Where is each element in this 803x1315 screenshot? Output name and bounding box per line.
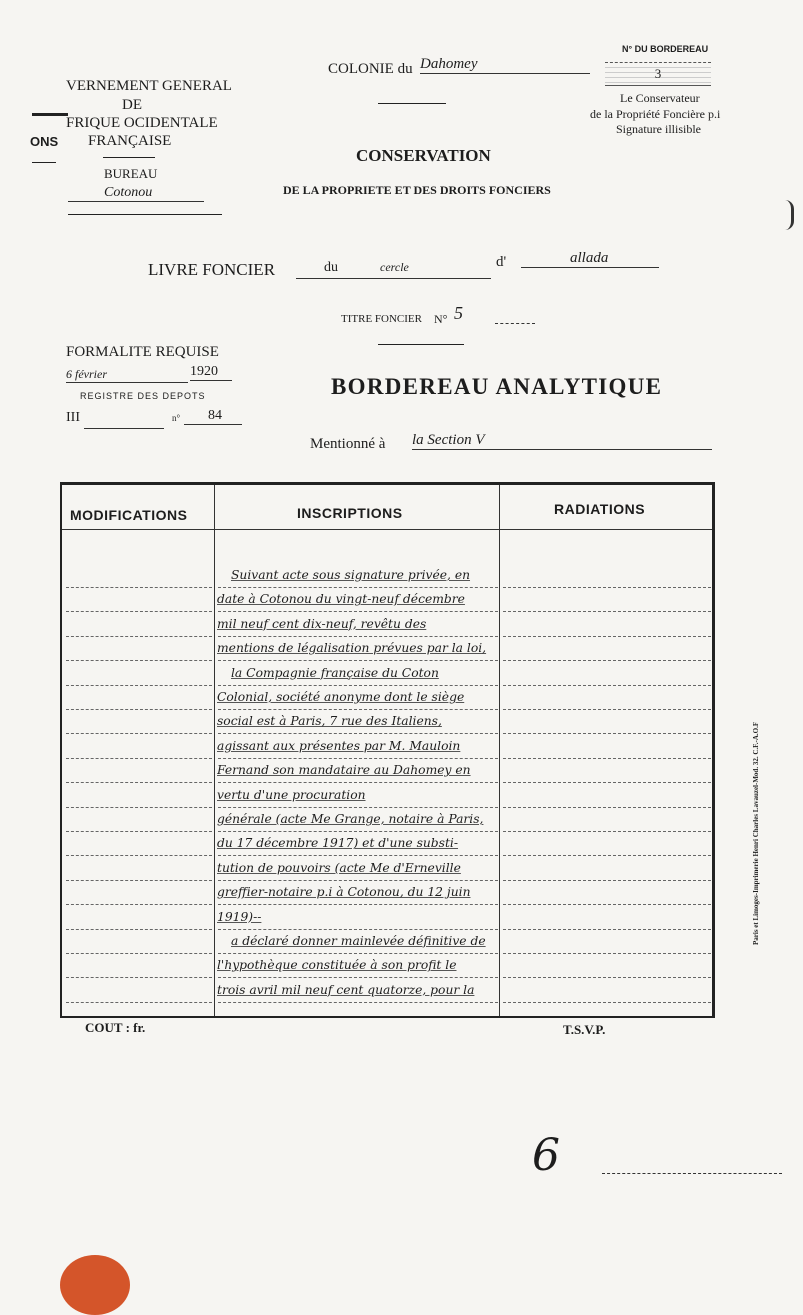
ruled-line (503, 587, 711, 588)
livre-du-field (296, 262, 491, 279)
ruled-line (66, 758, 212, 759)
ruled-line (503, 929, 711, 930)
conservateur-line-2: de la Propriété Foncière p.i (590, 107, 721, 121)
inscription-line: du 17 décembre 1917) et d'une substi- (217, 836, 459, 851)
inscription-line: mentions de légalisation prévues par la loi, (217, 641, 487, 656)
column-header-radiations: RADIATIONS (554, 501, 646, 517)
ruled-line (66, 611, 212, 612)
ruled-line (66, 904, 212, 905)
ruled-line (503, 636, 711, 637)
bordereau-value: 3 (654, 66, 662, 81)
document-title: BORDEREAU ANALYTIQUE (331, 374, 663, 399)
ruled-line (503, 880, 711, 881)
ruled-line (66, 953, 212, 954)
ruled-line (503, 855, 711, 856)
mentionne-value: la Section V (412, 432, 712, 450)
inscription-line: Colonial, société anonyme dont le siège (217, 690, 465, 704)
ruled-line (503, 758, 711, 759)
page-number: 6 (532, 1130, 560, 1181)
livre-d-value: allada (521, 250, 659, 268)
ruled-line (503, 977, 711, 978)
ruled-line (66, 587, 212, 588)
margin-mark (32, 113, 68, 116)
ruled-line (503, 782, 711, 783)
government-line-1: VERNEMENT GENERAL (66, 78, 232, 94)
colonie-value: Dahomey (420, 56, 590, 74)
livre-d-label: d' (496, 254, 507, 270)
ruled-line (66, 1002, 212, 1003)
divider (378, 103, 446, 104)
ruled-line (66, 807, 212, 808)
livre-du-value: cercle (380, 260, 409, 274)
ruled-line (503, 685, 711, 686)
divider (602, 1173, 782, 1174)
conservation-heading: CONSERVATION (356, 146, 491, 165)
bordereau-label: N° DU BORDEREAU (622, 44, 709, 54)
tsvp-label: T.S.V.P. (563, 1022, 606, 1037)
conservateur-line-3: Signature illisible (616, 122, 701, 136)
inscription-line: social est à Paris, 7 rue des Italiens, (217, 714, 442, 729)
formalite-year: 1920 (190, 364, 232, 381)
titre-foncier-label: TITRE FONCIER (341, 313, 422, 325)
mentionne-label: Mentionné à (310, 436, 386, 452)
inscription-line: la Compagnie française du Coton (231, 665, 439, 680)
ruled-line (66, 977, 212, 978)
ruled-line (503, 733, 711, 734)
divider (495, 323, 535, 324)
registre-no-value: 84 (184, 408, 242, 425)
inscription-line: trois avril mil neuf cent quatorze, pour la (217, 982, 475, 997)
formalite-date: 6 février (66, 367, 188, 383)
ruled-line (503, 953, 711, 954)
formalite-label: FORMALITE REQUISE (66, 344, 219, 360)
registre-label: REGISTRE DES DEPOTS (80, 391, 206, 401)
scan-artifact (60, 1255, 130, 1315)
ruled-line (66, 636, 212, 637)
ruled-line (503, 709, 711, 710)
printer-imprint: Paris et Limoges-Imprimerie Henri Charles Lavauzel-Mod. 32. C.F.-A.O.F (752, 721, 760, 945)
bureau-value: Cotonou (68, 185, 204, 202)
ruled-line (66, 685, 212, 686)
divider (84, 428, 164, 429)
inscription-line: l'hypothèque constituée à son profit le (217, 958, 457, 973)
inscription-line: 1919)-- (217, 909, 262, 924)
margin-fragment: ONS (30, 134, 59, 149)
colonie-label: COLONIE du (328, 61, 413, 77)
ruled-line (66, 709, 212, 710)
ruled-line (503, 831, 711, 832)
inscription-line: Fernand son mandataire au Dahomey en (217, 763, 471, 778)
ruled-line (503, 1002, 711, 1003)
titre-foncier-no-label: N° (434, 312, 448, 326)
inscription-line: mil neuf cent dix-neuf, revêtu des (217, 616, 427, 631)
ruled-line (66, 831, 212, 832)
registre-volume: III (66, 410, 80, 425)
ruled-line (503, 611, 711, 612)
bordereau-number-box (605, 62, 711, 86)
government-line-3: FRIQUE OCIDENTALE (66, 115, 218, 131)
livre-foncier-label: LIVRE FONCIER (148, 260, 276, 279)
inscription-line: a déclaré donner mainlevée définitive de (231, 934, 486, 948)
divider (378, 344, 464, 345)
inscription-line: Suivant acte sous signature privée, en (231, 568, 471, 582)
column-header-inscriptions: INSCRIPTIONS (297, 505, 403, 521)
margin-mark (32, 162, 56, 163)
livre-du-label: du (324, 260, 338, 275)
conservation-subtitle: DE LA PROPRIETE ET DES DROITS FONCIERS (283, 183, 551, 197)
ruled-line (503, 660, 711, 661)
titre-foncier-value: 5 (454, 303, 463, 323)
inscription-line: agissant aux présentes par M. Mauloin (217, 738, 461, 753)
bureau-label: BUREAU (104, 166, 158, 181)
inscription-line: date à Cotonou du vingt-neuf décembre (217, 592, 465, 607)
ruled-line (503, 904, 711, 905)
ruled-line (66, 782, 212, 783)
header-divider (62, 529, 712, 530)
divider (68, 214, 222, 215)
column-divider (214, 485, 215, 1016)
inscription-line: greffier-notaire p.i à Cotonou, du 12 juin (217, 885, 471, 900)
ruled-line (66, 855, 212, 856)
registre-no-label: n° (172, 413, 181, 423)
divider (103, 157, 155, 158)
ruled-line (66, 660, 212, 661)
ruled-line (66, 880, 212, 881)
ruled-line (218, 1002, 498, 1003)
column-header-modifications: MODIFICATIONS (70, 507, 188, 523)
ruled-line (66, 733, 212, 734)
inscription-line: tution de pouvoirs (acte Me d'Erneville (217, 860, 461, 875)
cout-label: COUT : fr. (85, 1020, 146, 1035)
ruled-line (503, 807, 711, 808)
inscription-line: générale (acte Me Grange, notaire à Paris, (217, 812, 484, 826)
government-line-2: DE (122, 97, 142, 113)
government-line-4: FRANÇAISE (88, 133, 172, 149)
conservateur-line-1: Le Conservateur (620, 91, 700, 105)
inscription-line: vertu d'une procuration (217, 787, 366, 802)
ruled-line (66, 929, 212, 930)
scan-edge-mark (785, 200, 794, 230)
